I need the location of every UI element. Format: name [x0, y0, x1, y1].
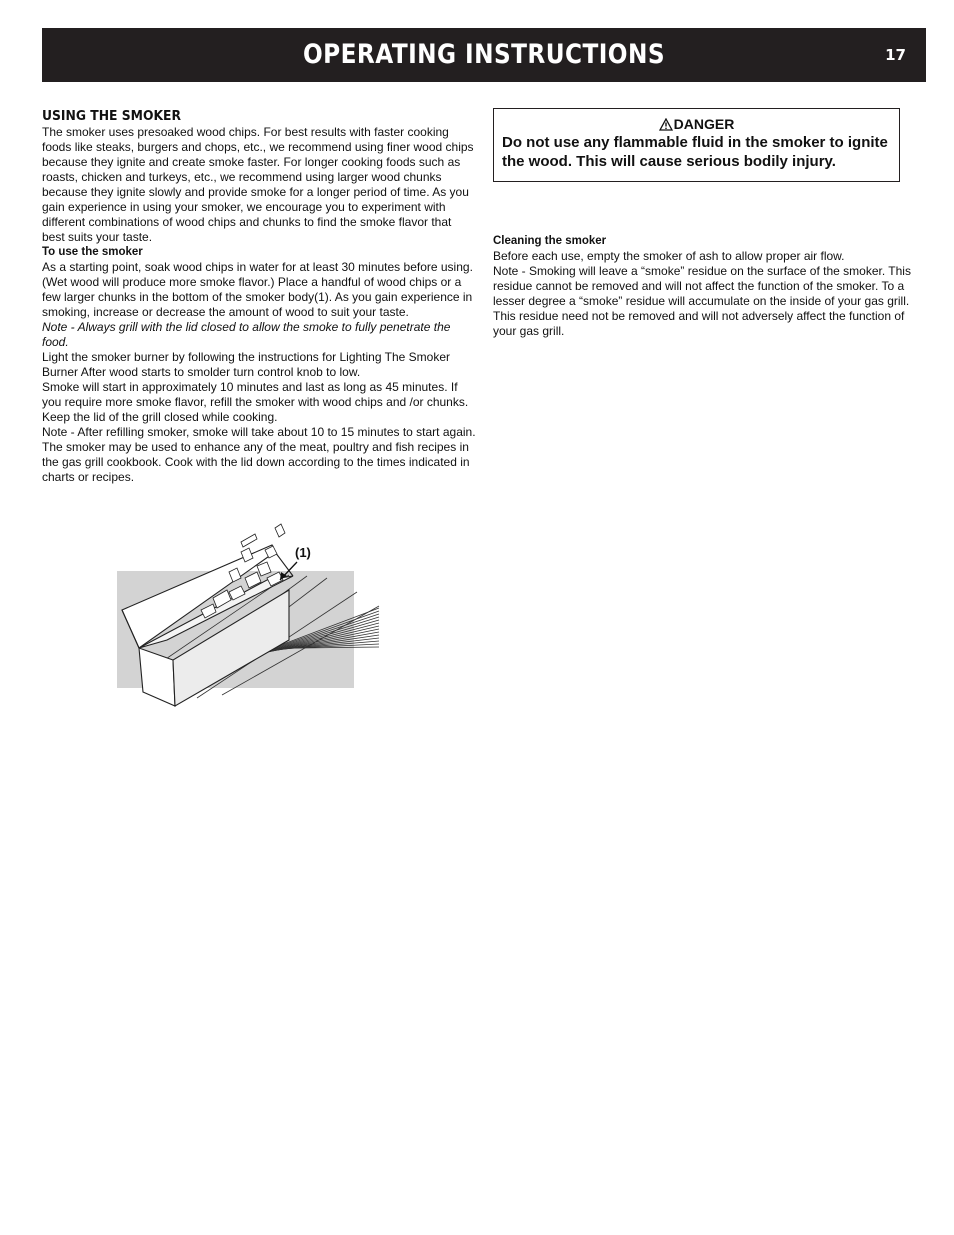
cleaning-section	[493, 234, 925, 339]
warning-triangle-icon	[659, 118, 673, 131]
smoker-drawing	[117, 520, 387, 710]
danger-title: DANGER	[673, 116, 735, 132]
danger-section	[493, 108, 923, 182]
note-lid-closed: Note - Always grill with the lid closed to allow the smoke to fully penetrate the food.	[42, 320, 451, 349]
subheading-to-use: To use the smoker	[42, 246, 143, 258]
danger-text: Do not use any flammable fluid in the smoker to ignite the wood. This will cause serious bodily injury.	[502, 134, 888, 170]
paragraph-smoke-start: Smoke will start in approximately 10 minutes and last as long as 45 minutes. If you require more smoke flavor, refill the smoker with wood chips and /or chunks. Keep the lid of the grill closed while cooking.	[42, 380, 469, 424]
section-heading: USING THE SMOKER	[42, 109, 181, 124]
cleaning-paragraph-ash: Before each use, empty the smoker of ash to allow proper air flow.	[493, 249, 845, 263]
using-smoker-section	[42, 109, 476, 485]
paragraph-recipes: The smoker may be used to enhance any of the meat, poultry and fish recipes in the gas grill cookbook. Cook with the lid down according to the times indicated in charts or recipes.	[42, 440, 470, 484]
cleaning-note-residue: Note - Smoking will leave a “smoke” residue on the surface of the smoker. This residue cannot be removed and will not affect the function of the smoker. To a lesser degree a “smoke” residue will accumulate on the inside of your gas grill. This residue need not be removed and will not adversely affect the function of your gas grill.	[493, 264, 911, 338]
paragraph-light: Light the smoker burner by following the instructions for Lighting The Smoker Burner After wood starts to smolder turn control knob to low.	[42, 350, 450, 379]
paragraph-soak: As a starting point, soak wood chips in water for at least 30 minutes before using. (Wet wood will produce more smoke flavor.) Place a handful of wood chips or a few larger chunks in the bottom of the smoker body(1). As you gain experience in smoking, increase or decrease the amount of wood to suit your taste.	[42, 260, 473, 319]
page-header	[42, 28, 926, 82]
page-number: 17	[885, 46, 906, 64]
callout-label: (1)	[295, 545, 311, 560]
danger-box	[493, 108, 900, 182]
note-refill: Note - After refilling smoker, smoke will take about 10 to 15 minutes to start again.	[42, 425, 476, 439]
intro-paragraph: The smoker uses presoaked wood chips. For best results with faster cooking foods like steaks, burgers and chops, etc., we recommend using finer wood chips because they ignite and create smoke faster. For longer cooking foods such as roasts, chicken and turkeys, etc., we recommend using larger wood chunks because they ignite slowly and provide smoke for a longer period of time. As you gain experience in using your smoker, we encourage you to experiment with different combinations of wood chips and chunks to find the smoke flavor that best suits your taste.	[42, 125, 474, 244]
smoker-illustration	[117, 520, 387, 710]
page-title: OPERATING INSTRUCTIONS	[303, 39, 665, 70]
cleaning-heading: Cleaning the smoker	[493, 235, 607, 247]
danger-heading	[502, 115, 891, 133]
